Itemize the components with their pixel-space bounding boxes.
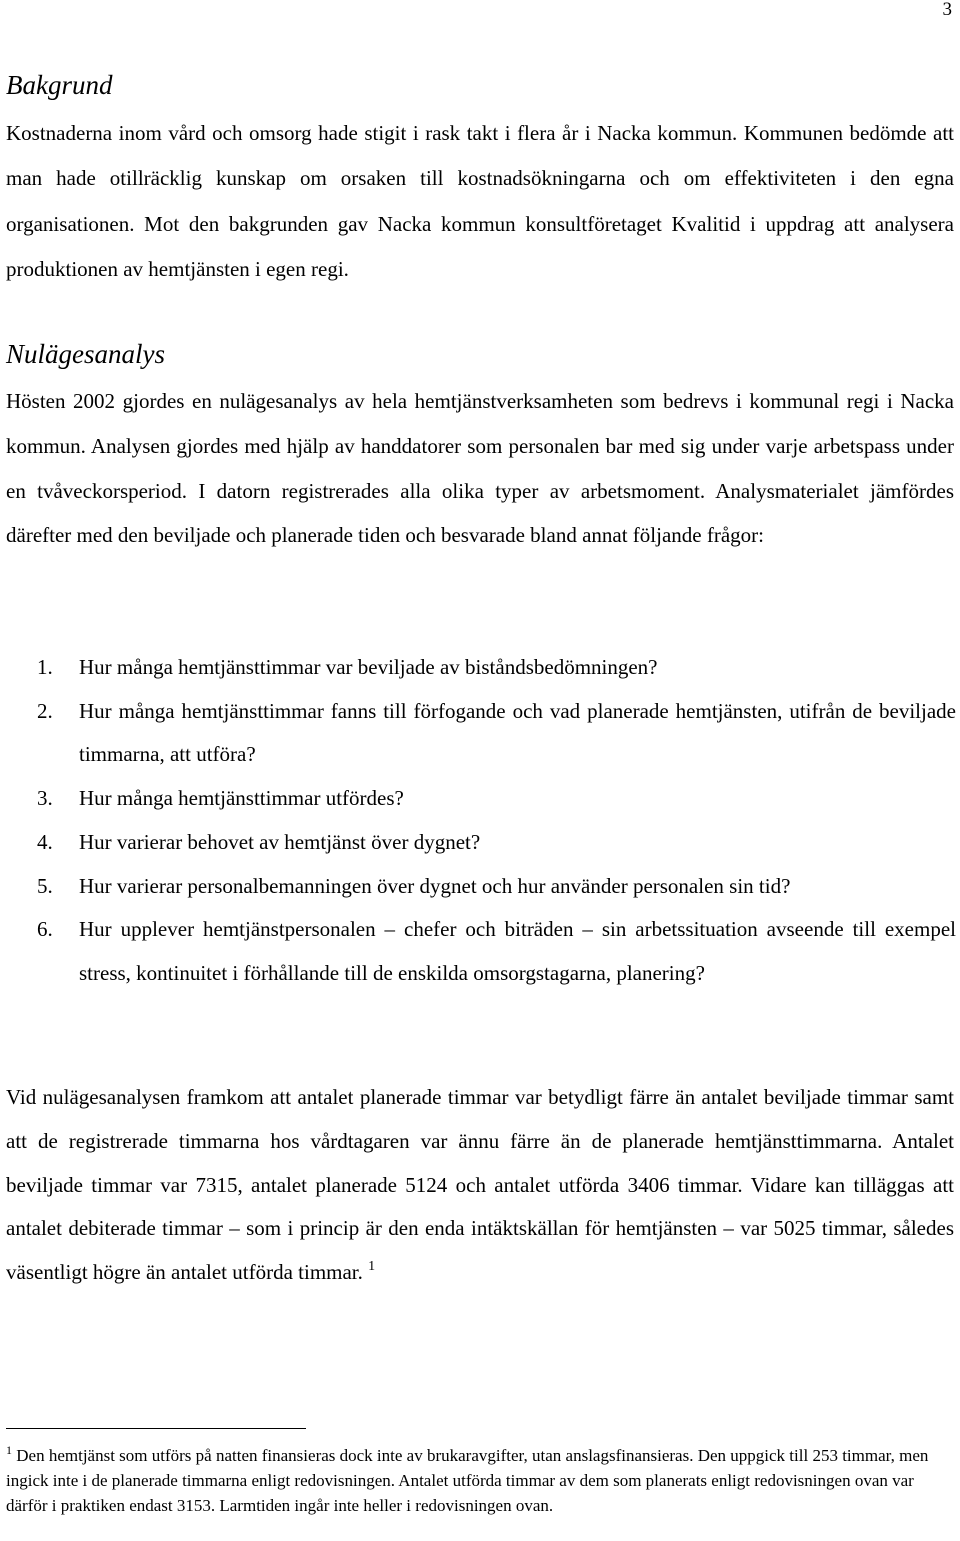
list-item	[6, 690, 956, 777]
paragraph-nulagesanalys-result	[6, 1076, 954, 1295]
list-item	[6, 646, 956, 690]
list-item-text: Hur varierar behovet av hemtjänst över dygnet?	[79, 829, 481, 854]
footnote-divider	[6, 1428, 306, 1429]
list-item-number: 4.	[37, 829, 53, 854]
footnote	[6, 1443, 956, 1518]
list-item-text: Hur många hemtjänsttimmar fanns till förfogande och vad planerade hemtjänsten, utifrån de beviljade timmarna, att utföra?	[79, 698, 956, 767]
list-item-number: 2.	[37, 698, 53, 723]
footnote-mark: 1	[6, 1443, 12, 1457]
list-item-text: Hur många hemtjänsttimmar utfördes?	[79, 786, 404, 811]
list-item	[6, 865, 956, 909]
questions-list	[6, 646, 956, 996]
footnote-reference[interactable]: 1	[368, 1259, 376, 1275]
paragraph-result-text: Vid nulägesanalysen framkom att antalet planerade timmar var betydligt färre än antalet beviljade timmar samt att de registrerade timmarna hos vårdtagaren var ännu färre än de planerade hemtjänsttimmarna. Antalet beviljade timmar var 7315, antalet planerade 5124 och antalet utförda 3406 timmar. Vidare kan tilläggas att antalet debiterade timmar – som i princip är den enda intäktskällan för hemtjänsten – var 5025 timmar, således väsentligt högre än antalet utförda timmar.	[6, 1085, 954, 1285]
paragraph-bakgrund: Kostnaderna inom vård och omsorg hade stigit i rask takt i flera år i Nacka kommun. Kommunen bedömde att man hade otillräcklig kunskap om orsaken till kostnadsökningarna och om effektiviteten i den egna organisationen. Mot den bakgrunden gav Nacka kommun konsultföretaget Kvalitid i uppdrag att analysera produktionen av hemtjänsten i egen regi.	[6, 121, 954, 281]
list-item-number: 5.	[37, 873, 53, 898]
paragraph-nulagesanalys-intro: Hösten 2002 gjordes en nulägesanalys av hela hemtjänstverksamheten som bedrevs i kommunal regi i Nacka kommun. Analysen gjordes med hjälp av handdatorer som personalen bar med sig under varje arbetspass under en tvåveckorsperiod. I datorn registrerades alla olika typer av arbetsmoment. Analysmaterialet jämfördes därefter med den beviljade och planerade tiden och besvarade bland annat följande frågor:	[6, 389, 954, 548]
heading-bakgrund: Bakgrund	[6, 70, 113, 100]
list-item-text: Hur varierar personalbemanningen över dygnet och hur använder personalen sin tid?	[79, 873, 791, 898]
list-item	[6, 908, 956, 995]
list-item	[6, 821, 956, 865]
list-item-number: 6.	[37, 917, 53, 942]
list-item-number: 1.	[37, 655, 53, 679]
footnote-text: Den hemtjänst som utförs på natten finansieras dock inte av brukaravgifter, utan anslagsfinansieras. Den uppgick till 253 timmar, men ingick inte i de planerade timmarna enligt redovisningen. Antalet utförda timmar av dem som planerats enligt redovisningen ovan var därför i praktiken endast 3153. Larmtiden ingår inte heller i redovisningen ovan.	[6, 1446, 929, 1515]
list-item-number: 3.	[37, 786, 53, 811]
list-item-text: Hur upplever hemtjänstpersonalen – chefer och biträden – sin arbetssituation avseende till exempel stress, kontinuitet i förhållande till de enskilda omsorgstagarna, planering?	[79, 917, 956, 985]
heading-nulagesanalys: Nulägesanalys	[6, 339, 165, 369]
page-number: 3	[942, 0, 952, 20]
list-item-text: Hur många hemtjänsttimmar var beviljade av biståndsbedömningen?	[79, 655, 658, 679]
list-item	[6, 777, 956, 821]
